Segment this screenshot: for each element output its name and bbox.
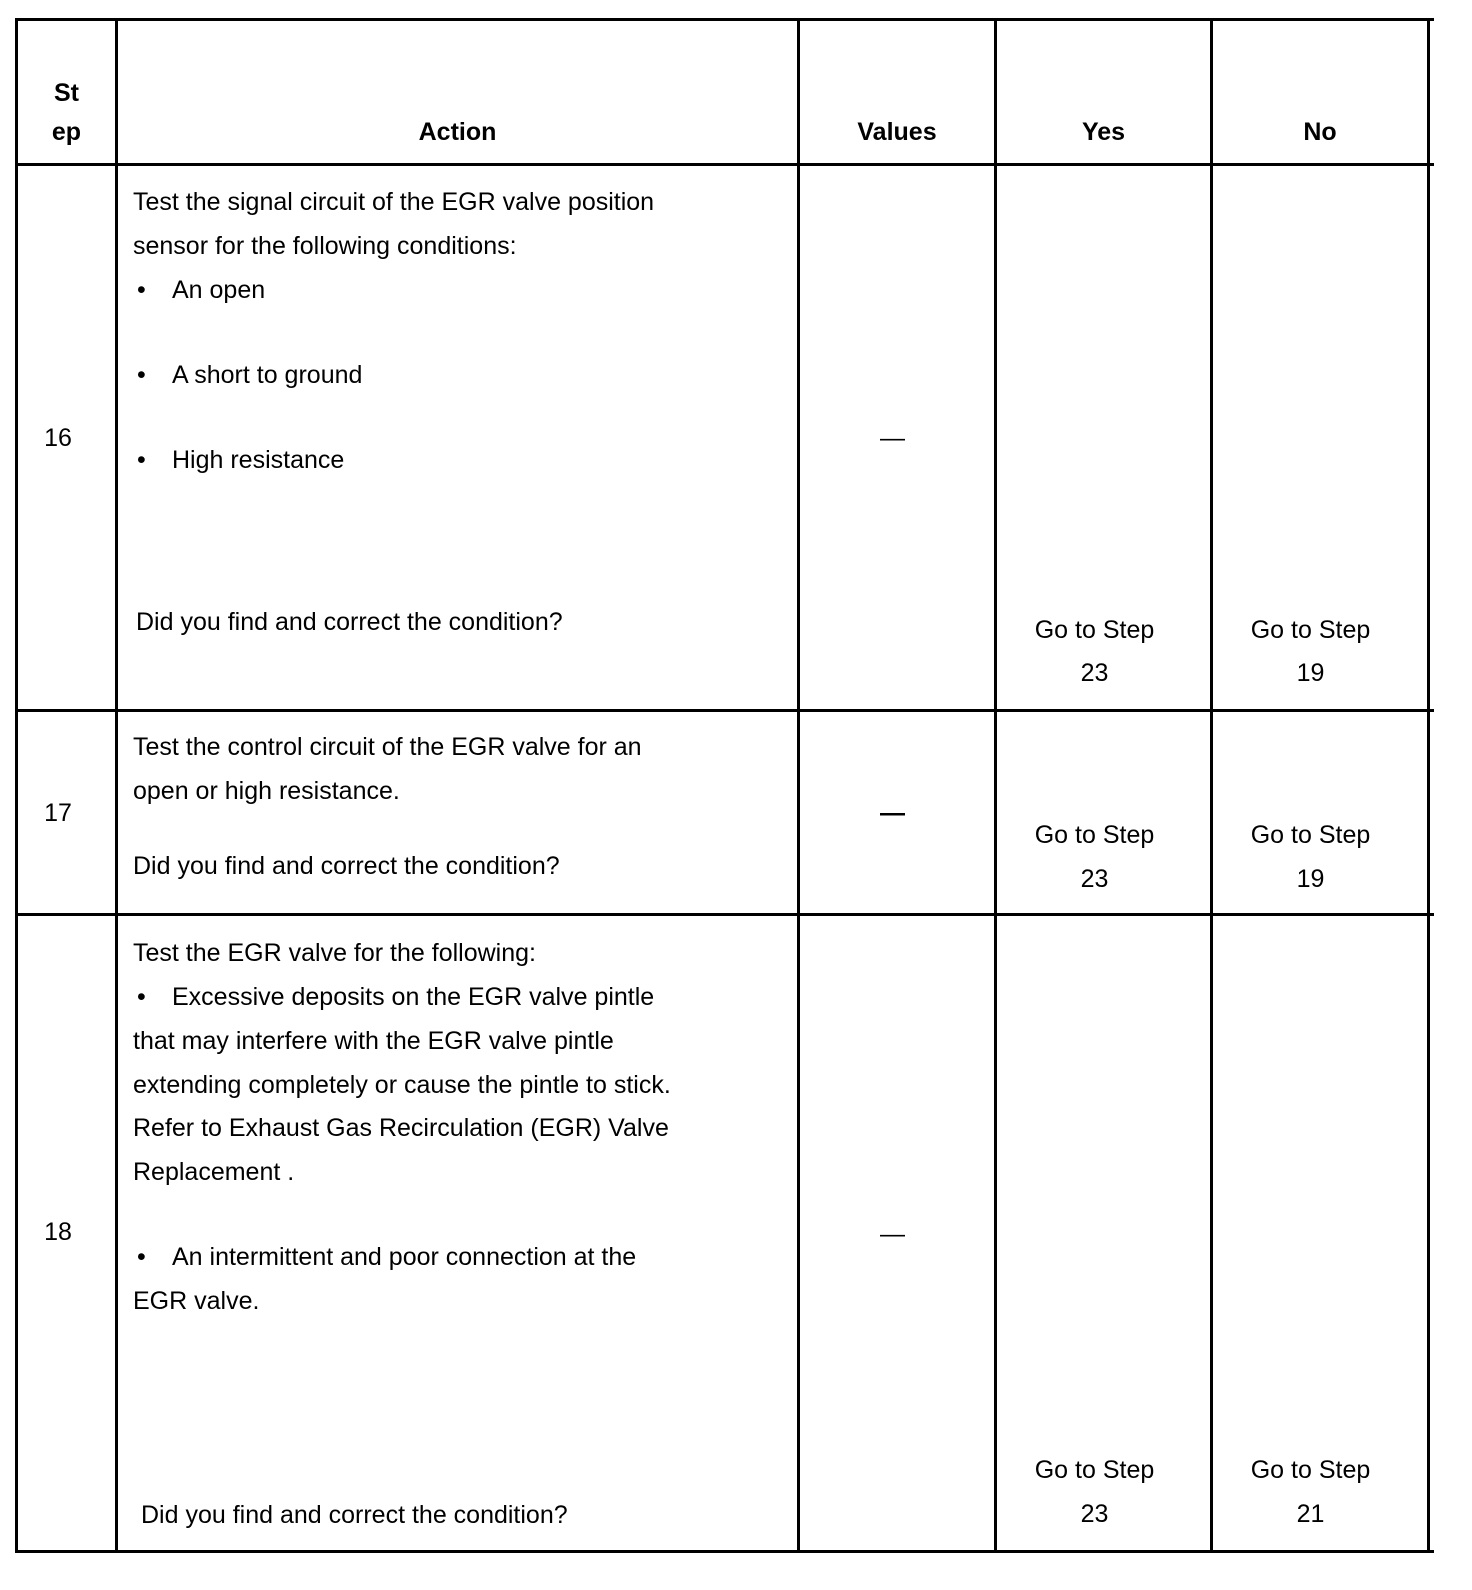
- bullet-item: A short to ground: [172, 361, 363, 389]
- bullet-icon: •: [137, 446, 146, 474]
- no-goto: Go to Step: [1250, 616, 1371, 644]
- rule-step: [115, 18, 118, 1553]
- rule-left: [15, 18, 18, 1553]
- bullet-icon: •: [137, 361, 146, 389]
- action-text: Test the signal circuit of the EGR valve position: [133, 188, 655, 216]
- bullet-icon: •: [137, 276, 146, 304]
- rule-row16: [15, 709, 1434, 712]
- yes-goto: Go to Step: [1034, 821, 1155, 849]
- header-step-line1: St: [54, 79, 79, 107]
- step-number: 16: [44, 424, 72, 452]
- rule-yes: [1210, 18, 1213, 1553]
- action-text: sensor for the following conditions:: [133, 232, 517, 260]
- rule-bottom: [15, 1550, 1434, 1553]
- step-number: 17: [44, 799, 72, 827]
- step-number: 18: [44, 1218, 72, 1246]
- rule-values: [994, 18, 997, 1553]
- bullet-icon: •: [137, 983, 146, 1011]
- bullet-item: Excessive deposits on the EGR valve pintle: [172, 983, 655, 1011]
- yes-step: 23: [1080, 659, 1109, 687]
- bullet-icon: •: [137, 1243, 146, 1271]
- value-dash: —: [880, 1220, 905, 1248]
- no-step: 19: [1296, 659, 1325, 687]
- header-no: No: [1303, 118, 1337, 146]
- rule-top: [15, 18, 1434, 21]
- header-values: Values: [857, 118, 937, 146]
- yes-goto: Go to Step: [1034, 1456, 1155, 1484]
- no-step: 19: [1296, 865, 1325, 893]
- no-step: 21: [1296, 1500, 1325, 1528]
- no-goto: Go to Step: [1250, 821, 1371, 849]
- question-text: Did you find and correct the condition?: [133, 852, 560, 880]
- value-dash: —: [880, 799, 905, 827]
- bullet-item-cont: Replacement .: [133, 1158, 295, 1186]
- bullet-item-cont: extending completely or cause the pintle to stick.: [133, 1071, 671, 1099]
- bullet-item: An open: [172, 276, 266, 304]
- rule-action: [797, 18, 800, 1553]
- header-step-line2: ep: [51, 118, 82, 146]
- action-text: Test the control circuit of the EGR valve for an: [133, 733, 642, 761]
- bullet-item: An intermittent and poor connection at the: [172, 1243, 637, 1271]
- bullet-item-cont: Refer to Exhaust Gas Recirculation (EGR) Valve: [133, 1114, 669, 1142]
- question-text: Did you find and correct the condition?: [141, 1501, 568, 1529]
- header-action: Action: [418, 118, 497, 146]
- question-text: Did you find and correct the condition?: [136, 608, 563, 636]
- rule-right: [1427, 18, 1430, 1553]
- no-goto: Go to Step: [1250, 1456, 1371, 1484]
- yes-step: 23: [1080, 865, 1109, 893]
- rule-header: [15, 163, 1434, 166]
- header-yes: Yes: [1081, 118, 1126, 146]
- bullet-item-cont: EGR valve.: [133, 1287, 260, 1315]
- yes-step: 23: [1080, 1500, 1109, 1528]
- action-text: Test the EGR valve for the following:: [133, 939, 536, 967]
- rule-row17: [15, 913, 1434, 916]
- bullet-item-cont: that may interfere with the EGR valve pintle: [133, 1027, 614, 1055]
- value-dash: —: [880, 424, 905, 452]
- action-text: open or high resistance.: [133, 777, 400, 805]
- yes-goto: Go to Step: [1034, 616, 1155, 644]
- bullet-item: High resistance: [172, 446, 345, 474]
